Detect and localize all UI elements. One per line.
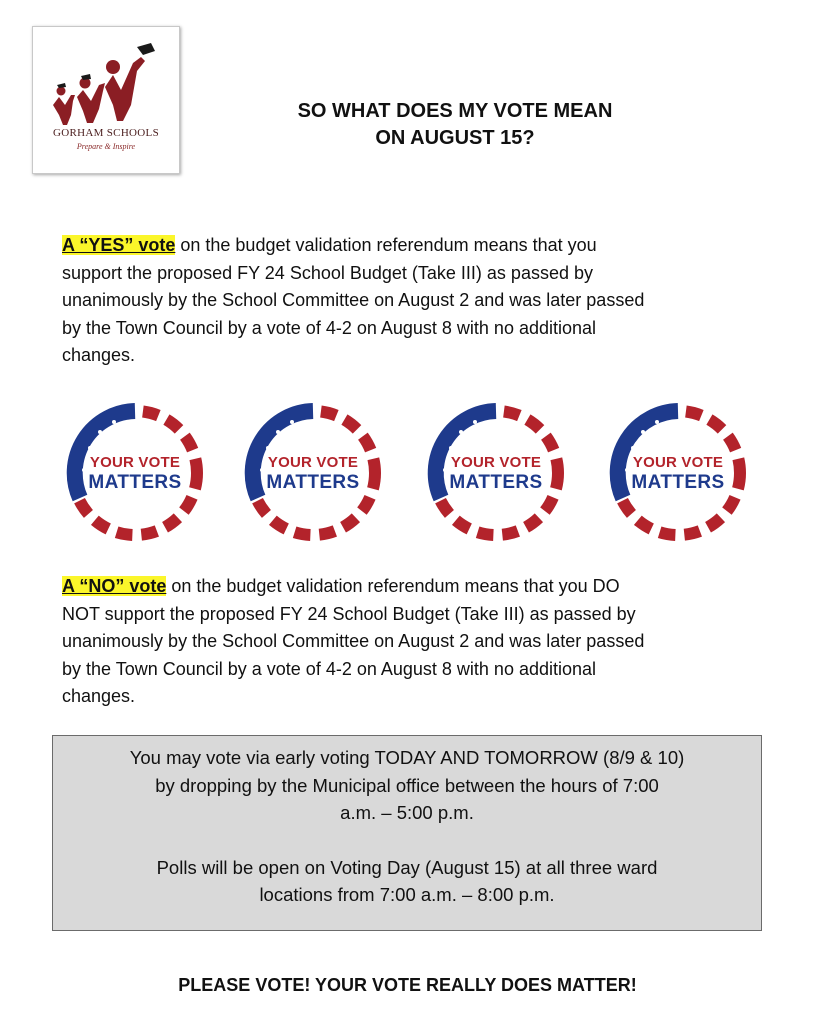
badge-1-line-1: YOUR VOTE [89, 454, 181, 471]
no-line-4: by the Town Council by a vote of 4-2 on August 8 with no additional [62, 658, 597, 679]
no-line-2: NOT support the proposed FY 24 School Budget (Take III) as passed by [62, 603, 636, 624]
early-voting-line-3: a.m. – 5:00 p.m. [340, 802, 474, 823]
yes-line-3: unanimously by the School Committee on August 2 and was later passed [62, 290, 645, 310]
gorham-schools-logo [32, 26, 180, 174]
badge-2-line-2: MATTERS [266, 472, 360, 493]
badge-3 [421, 398, 571, 548]
no-line-1-text: on the budget validation referendum means that you DO [166, 576, 620, 596]
logo-name: GORHAM SCHOOLS [53, 127, 159, 139]
graduates-logo-icon [41, 35, 171, 130]
footer-call-to-action: PLEASE VOTE! YOUR VOTE REALLY DOES MATTER! [178, 975, 637, 995]
yes-line-1-text: on the budget validation referendum means that you [175, 235, 597, 255]
info-spacer [53, 827, 761, 854]
badge-2-line-1: YOUR VOTE [267, 454, 359, 471]
no-line-3: unanimously by the School Committee on August 2 and was later passed [62, 631, 645, 651]
badge-1-line-2: MATTERS [88, 472, 182, 493]
badge-4 [603, 398, 753, 548]
page-title [240, 98, 670, 152]
your-vote-matters-badges [55, 398, 765, 558]
no-line-5: changes. [62, 686, 136, 706]
early-voting-line-2: by dropping by the Municipal office between the hours of 7:00 [155, 774, 659, 796]
yes-vote-highlight: A “YES” vote [62, 235, 176, 255]
yes-line-4: by the Town Council by a vote of 4-2 on August 8 with no additional [62, 317, 597, 338]
yes-line-5: changes. [62, 345, 136, 365]
no-vote-paragraph [62, 573, 762, 711]
polls-line-2: locations from 7:00 a.m. – 8:00 p.m. [259, 884, 555, 905]
no-line-1 [62, 573, 762, 601]
polls-line-1: Polls will be open on Voting Day (August 15) at all three ward [156, 856, 658, 878]
voting-info-box [52, 735, 762, 931]
badge-2 [238, 398, 388, 548]
early-voting-line-1: You may vote via early voting TODAY AND TOMORROW (8/9 & 10) [129, 747, 685, 768]
badge-1 [60, 398, 210, 548]
no-vote-highlight: A “NO” vote [62, 576, 167, 596]
title-line-2: ON AUGUST 15? [375, 127, 535, 149]
badge-4-line-1: YOUR VOTE [632, 454, 724, 471]
logo-tagline: Prepare & Inspire [76, 142, 136, 151]
title-line-1: SO WHAT DOES MY VOTE MEAN [297, 100, 613, 122]
yes-line-1 [62, 232, 762, 260]
yes-line-2: support the proposed FY 24 School Budget (Take III) as passed by [62, 262, 593, 283]
badge-4-line-2: MATTERS [631, 472, 725, 493]
badge-3-line-2: MATTERS [449, 472, 543, 493]
yes-vote-paragraph [62, 232, 762, 370]
badge-3-line-1: YOUR VOTE [450, 454, 542, 471]
